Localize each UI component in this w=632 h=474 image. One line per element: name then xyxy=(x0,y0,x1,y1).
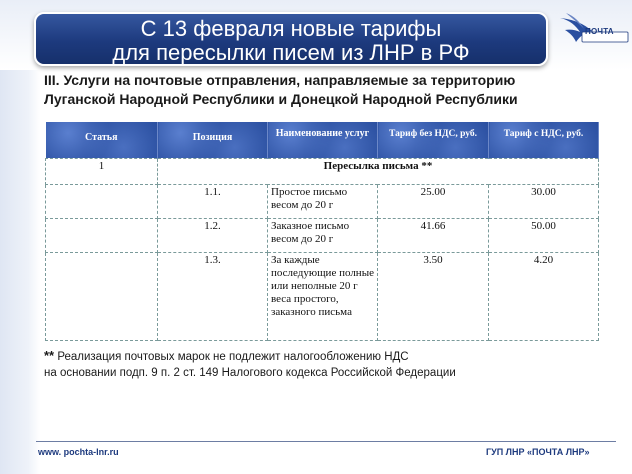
section-subtitle xyxy=(44,71,624,109)
vat-footnote xyxy=(44,348,604,381)
footnote-line-1: Реализация почтовых марок не подлежит налогообложению НДС xyxy=(54,351,409,363)
row-position: 1.1. xyxy=(158,184,268,218)
footer-divider xyxy=(36,441,616,442)
row-service: Заказное письмо весом до 20 г xyxy=(268,218,378,252)
row-no-vat: 3.50 xyxy=(378,252,489,340)
row-article xyxy=(46,218,158,252)
subtitle-line-1: III. Услуги на почтовые отправления, направляемые за территорию xyxy=(44,72,516,88)
table-row xyxy=(46,252,599,340)
table-row xyxy=(46,184,599,218)
row-service: За каждые последующие полные или неполные 20 г веса простого, заказного письма xyxy=(268,252,378,340)
header-tariff-no-vat: Тариф без НДС, руб. xyxy=(378,122,489,158)
subtitle-line-2: Луганской Народной Республики и Донецкой Народной Республики xyxy=(44,91,518,107)
section-article: 1 xyxy=(46,158,158,184)
banner-line-2: для пересылки писем из ЛНР в РФ xyxy=(112,40,470,65)
header-tariff-with-vat: Тариф с НДС, руб. xyxy=(489,122,599,158)
table-section-row xyxy=(46,158,599,184)
background-stripe xyxy=(0,0,40,474)
table-header-row xyxy=(46,122,599,158)
header-service: Наименование услуг xyxy=(268,122,378,158)
tariff-table xyxy=(45,122,599,341)
footer-website: www. pochta-lnr.ru xyxy=(38,447,119,457)
logo-text: ПОЧТА xyxy=(585,27,614,36)
row-with-vat: 4.20 xyxy=(489,252,599,340)
row-position: 1.3. xyxy=(158,252,268,340)
table-row xyxy=(46,218,599,252)
row-service: Простое письмо весом до 20 г xyxy=(268,184,378,218)
row-article xyxy=(46,184,158,218)
banner-line-1: С 13 февраля новые тарифы xyxy=(140,16,442,41)
row-with-vat: 50.00 xyxy=(489,218,599,252)
header-article: Статья xyxy=(46,122,158,158)
row-article xyxy=(46,252,158,340)
row-with-vat: 30.00 xyxy=(489,184,599,218)
footnote-marker: ** xyxy=(44,348,55,363)
row-no-vat: 25.00 xyxy=(378,184,489,218)
footer-organization: ГУП ЛНР «ПОЧТА ЛНР» xyxy=(486,447,590,457)
title-banner xyxy=(34,12,548,66)
section-title: Пересылка письма ** xyxy=(158,158,599,184)
row-no-vat: 41.66 xyxy=(378,218,489,252)
row-position: 1.2. xyxy=(158,218,268,252)
header-position: Позиция xyxy=(158,122,268,158)
footnote-line-2: на основании подп. 9 п. 2 ст. 149 Налогового кодекса Российской Федерации xyxy=(44,367,456,379)
